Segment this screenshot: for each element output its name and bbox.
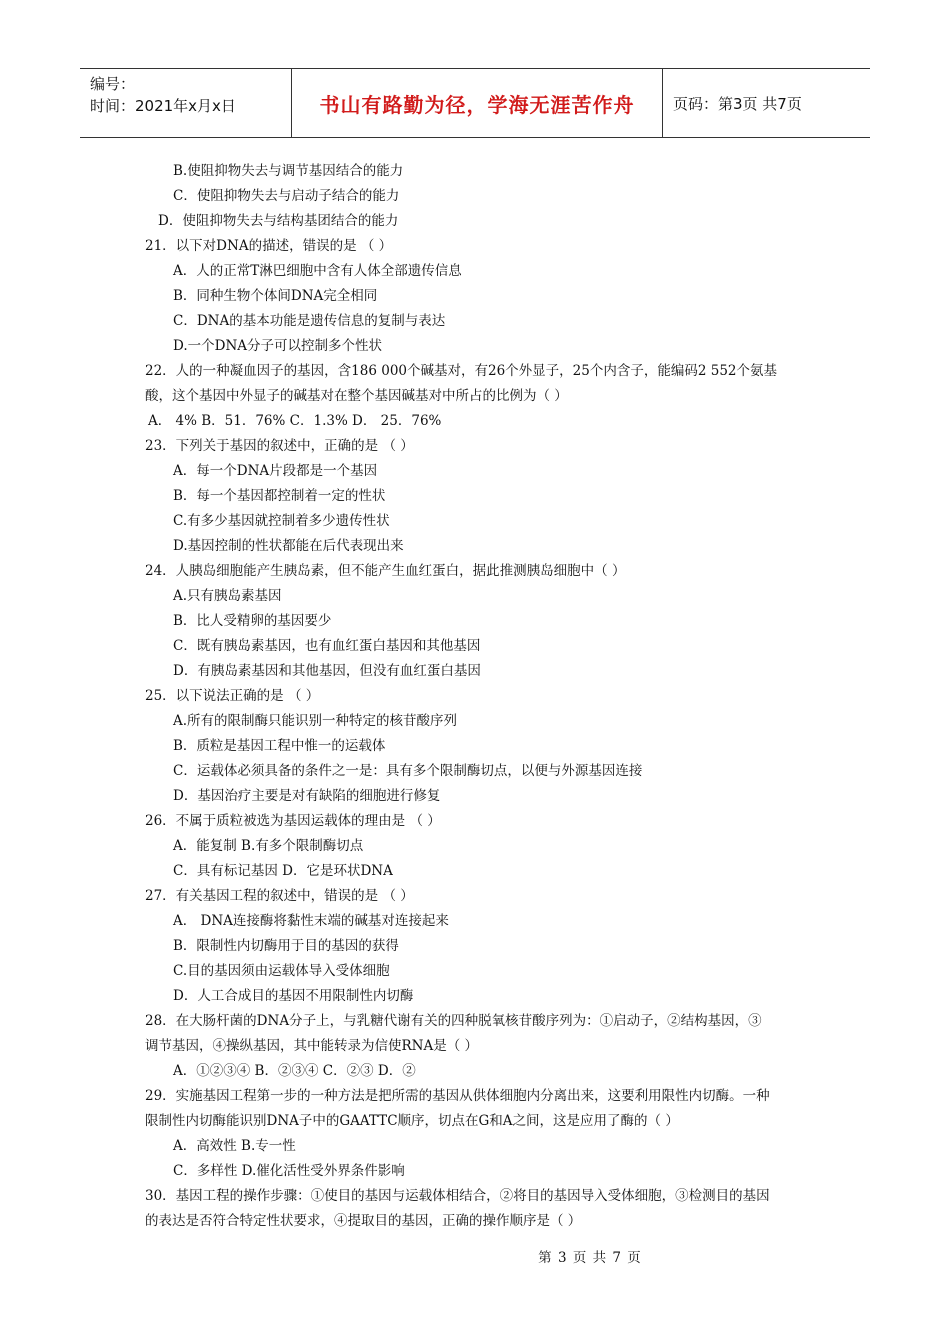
question-25: 25．以下说法正确的是 （ ） bbox=[145, 688, 320, 704]
text-line: B．每一个基因都控制着一定的性状 bbox=[173, 488, 386, 504]
text-line: B．限制性内切酶用于目的基因的获得 bbox=[173, 938, 399, 954]
header-page-label: 页码：第3页 共7页 bbox=[673, 94, 802, 113]
number-label: 编号： bbox=[90, 75, 136, 93]
text-line: C．具有标记基因 D．它是环状DNA bbox=[173, 863, 393, 879]
question-28: 28．在大肠杆菌的DNA分子上，与乳糖代谢有关的四种脱氧核苷酸序列为：①启动子，②结构基因，③ bbox=[145, 1013, 762, 1029]
text-line: C．使阻抑物失去与启动子结合的能力 bbox=[173, 188, 400, 204]
text-line: 限制性内切酶能识别DNA子中的GAATTC顺序，切点在G和A之间，这是应用了酶的（ ） bbox=[145, 1113, 679, 1129]
question-23: 23．下列关于基因的叙述中，正确的是 （ ） bbox=[145, 438, 414, 454]
text-line: A．能复制 B.有多个限制酶切点 bbox=[173, 838, 364, 854]
text-line: B.使阻抑物失去与调节基因结合的能力 bbox=[173, 163, 404, 179]
text-line: B．比人受精卵的基因要少 bbox=[173, 613, 332, 629]
question-29: 29．实施基因工程第一步的一种方法是把所需的基因从供体细胞内分离出来，这要利用限性内切酶。一种 bbox=[145, 1088, 770, 1104]
text-line: 调节基因，④操纵基因，其中能转录为信使RNA是（ ） bbox=[145, 1038, 479, 1054]
text-line: C．运载体必须具备的条件之一是：具有多个限制酶切点，以便与外源基因连接 bbox=[173, 763, 643, 779]
header-motto: 书山有路勤为径，学海无涯苦作舟 bbox=[292, 69, 663, 137]
text-line: 的表达是否符合特定性状要求，④提取目的基因，正确的操作顺序是（ ） bbox=[145, 1213, 582, 1229]
text-line: D．有胰岛素基因和其他基因，但没有血红蛋白基因 bbox=[173, 663, 481, 679]
text-line: C.有多少基因就控制着多少遗传性状 bbox=[173, 513, 390, 529]
text-line: A．高效性 B.专一性 bbox=[173, 1138, 296, 1154]
text-line: B．同种生物个体间DNA完全相同 bbox=[173, 288, 378, 304]
question-30: 30．基因工程的操作步骤：①使目的基因与运载体相结合，②将目的基因导入受体细胞，③检测目的基因 bbox=[145, 1188, 770, 1204]
text-line: 酸，这个基因中外显子的碱基对在整个基因碱基对中所占的比例为（ ） bbox=[145, 388, 568, 404]
text-line: B．质粒是基因工程中惟一的运载体 bbox=[173, 738, 386, 754]
text-line: A．①②③④ B．②③④ C．②③ D．② bbox=[173, 1063, 416, 1079]
text-line: D.基因控制的性状都能在后代表现出来 bbox=[173, 538, 404, 554]
text-line: C.目的基因须由运载体导入受体细胞 bbox=[173, 963, 390, 979]
text-line: D．使阻抑物失去与结构基团结合的能力 bbox=[158, 213, 399, 229]
question-26: 26．不属于质粒被选为基因运载体的理由是 （ ） bbox=[145, 813, 441, 829]
question-24: 24．人胰岛细胞能产生胰岛素，但不能产生血红蛋白，据此推测胰岛细胞中（ ） bbox=[145, 563, 626, 579]
question-22: 22．人的一种凝血因子的基因，含186 000个碱基对，有26个外显子，25个内含子，能编码2 552个氨基 bbox=[145, 363, 778, 379]
text-line: C．DNA的基本功能是遗传信息的复制与表达 bbox=[173, 313, 446, 329]
question-27: 27．有关基因工程的叙述中，错误的是 （ ） bbox=[145, 888, 414, 904]
text-line: D．人工合成目的基因不用限制性内切酶 bbox=[173, 988, 414, 1004]
page-header bbox=[80, 68, 870, 138]
text-line: C．多样性 D.催化活性受外界条件影响 bbox=[173, 1163, 405, 1179]
header-left-cell bbox=[80, 69, 292, 137]
text-line: A.所有的限制酶只能识别一种特定的核苷酸序列 bbox=[173, 713, 458, 729]
text-line: D．基因治疗主要是对有缺陷的细胞进行修复 bbox=[173, 788, 441, 804]
text-line: D.一个DNA分子可以控制多个性状 bbox=[173, 338, 383, 354]
text-line: A． DNA连接酶将黏性末端的碱基对连接起来 bbox=[173, 913, 449, 929]
text-line: A．每一个DNA片段都是一个基因 bbox=[173, 463, 378, 479]
text-line: C．既有胰岛素基因，也有血红蛋白基因和其他基因 bbox=[173, 638, 481, 654]
question-21: 21．以下对DNA的描述，错误的是 （ ） bbox=[145, 238, 393, 254]
text-line: A． 4% B．51．76% C．1.3% D． 25．76% bbox=[148, 413, 442, 429]
time-label: 时间：2021年x月x日 bbox=[90, 97, 236, 115]
page-footer: 第 3 页 共 7 页 bbox=[538, 1250, 642, 1266]
text-line: A．人的正常T淋巴细胞中含有人体全部遗传信息 bbox=[173, 263, 462, 279]
text-line: A.只有胰岛素基因 bbox=[173, 588, 282, 604]
